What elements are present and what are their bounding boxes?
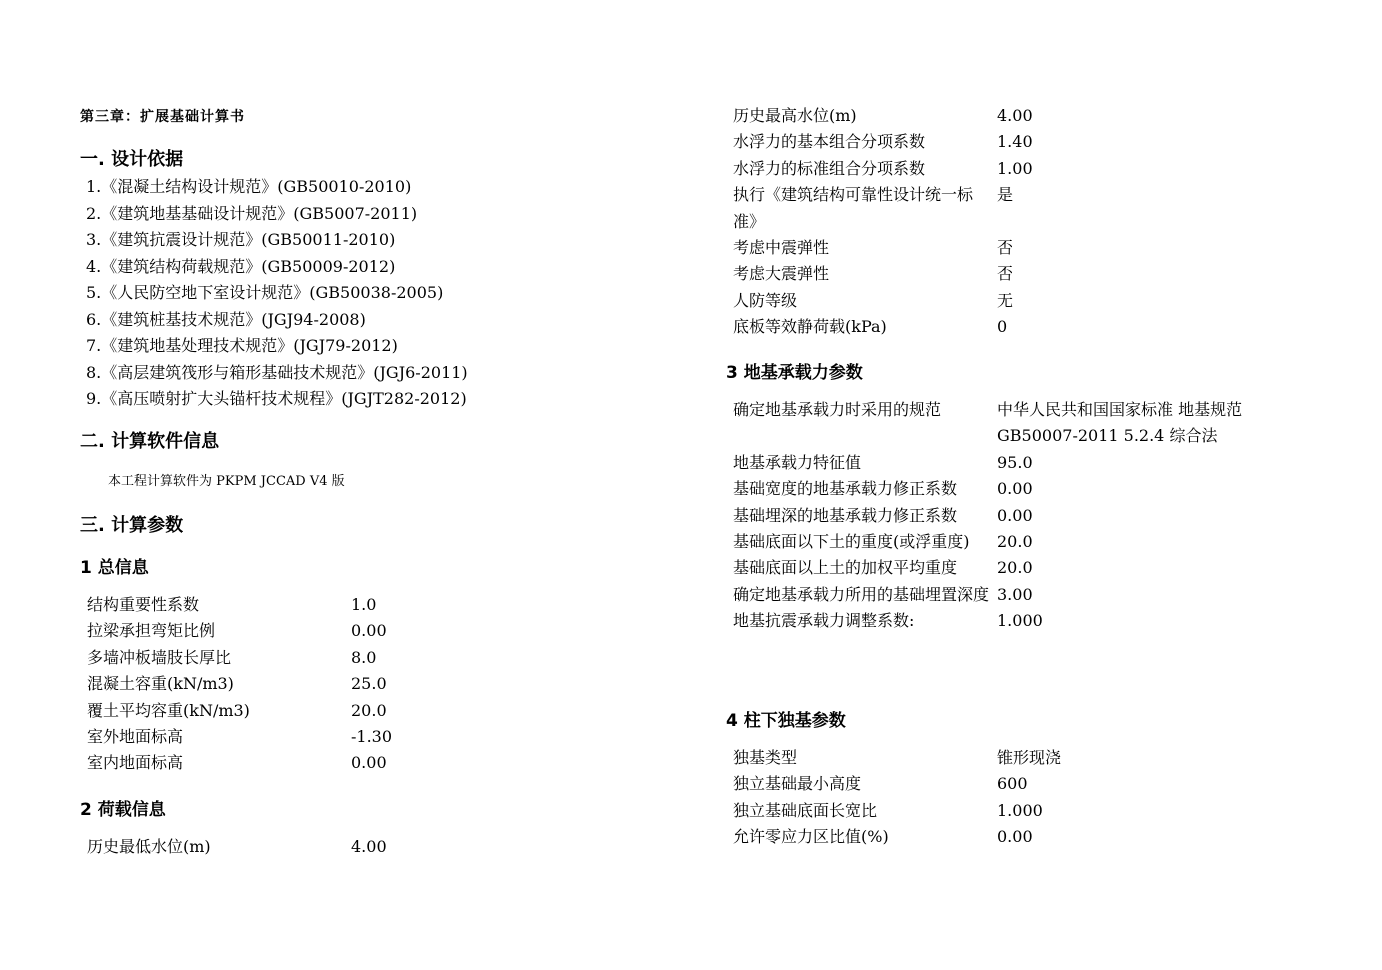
param-value: 3.00: [997, 584, 1033, 604]
param-name: 执行《建筑结构可靠性设计统一标准》: [733, 185, 974, 231]
param-name: 底板等效静荷载(kPa): [733, 317, 887, 337]
param-value: 无: [997, 290, 1014, 310]
param-value: 锥形现浇: [997, 748, 1062, 767]
param-name: 覆土平均容重(kN/m3): [87, 700, 250, 720]
reference-item: 9.《高压喷射扩大头锚杆技术规程》(JGJT282-2012): [86, 389, 467, 408]
param-name: 基础埋深的地基承载力修正系数: [733, 505, 958, 525]
table-row: [726, 288, 1056, 314]
param-value: 8.0: [351, 647, 377, 667]
software-info: 本工程计算软件为 PKPM JCCAD V4 版: [108, 474, 345, 489]
param-name: 独基类型: [733, 748, 798, 767]
table-row: [726, 503, 1286, 529]
param-name: 多墙冲板墙肢长厚比: [87, 647, 232, 667]
general-params-table: [80, 592, 410, 777]
table-row: [726, 182, 1056, 235]
param-value: 0.00: [997, 505, 1033, 525]
param-value: -1.30: [351, 727, 393, 747]
table-row: [726, 129, 1056, 155]
table-row: [80, 750, 410, 776]
param-name: 独立基础底面长宽比: [733, 800, 878, 820]
param-name: 地基承载力特征值: [733, 452, 862, 472]
param-value: 0.00: [997, 479, 1033, 499]
param-value: 中华人民共和国国家标准 地基规范GB50007-2011 5.2.4 综合法: [997, 400, 1243, 446]
param-value: 0.00: [997, 827, 1033, 847]
param-name: 独立基础最小高度: [733, 774, 862, 794]
param-value: 4.00: [997, 106, 1033, 125]
table-row: [726, 582, 1286, 608]
param-value: 1.40: [997, 132, 1033, 152]
table-row: [726, 261, 1056, 287]
param-name: 人防等级: [733, 290, 798, 310]
param-name: 允许零应力区比值(%): [733, 827, 889, 847]
table-row: [726, 824, 1126, 850]
param-name: 基础底面以上土的加权平均重度: [733, 558, 958, 578]
param-value: 20.0: [351, 700, 387, 720]
param-name: 基础底面以下土的重度(或浮重度): [733, 532, 970, 552]
load-params-table-left: [80, 834, 410, 860]
param-name: 室外地面标高: [87, 727, 184, 747]
table-row: [726, 314, 1056, 340]
param-name: 历史最高水位(m): [733, 106, 857, 125]
table-row: [726, 529, 1286, 555]
reference-list: [86, 174, 468, 413]
subsection-heading-footing: 4 柱下独基参数: [726, 711, 846, 731]
table-row: [726, 450, 1286, 476]
param-value: 4.00: [351, 837, 387, 856]
chapter-title: 第三章：扩展基础计算书: [80, 109, 245, 125]
table-row: [726, 397, 1286, 450]
load-params-table-right: [726, 103, 1056, 341]
param-value: 20.0: [997, 532, 1033, 552]
param-value: 1.000: [997, 800, 1043, 820]
param-value: 25.0: [351, 674, 387, 694]
table-row: [726, 156, 1056, 182]
reference-item: 2.《建筑地基基础设计规范》(GB5007-2011): [86, 203, 418, 223]
param-name: 地基抗震承载力调整系数:: [733, 611, 915, 631]
reference-item: 6.《建筑桩基技术规范》(JGJ94-2008): [86, 309, 366, 329]
table-row: [726, 555, 1286, 581]
table-row: [726, 745, 1126, 771]
param-name: 确定地基承载力所用的基础埋置深度: [733, 584, 990, 604]
param-value: 0.00: [351, 621, 387, 641]
table-row: [80, 618, 410, 644]
table-row: [80, 698, 410, 724]
reference-item: 5.《人民防空地下室设计规范》(GB50038-2005): [86, 283, 444, 302]
reference-item: 1.《混凝土结构设计规范》(GB50010-2010): [86, 177, 412, 196]
param-name: 确定地基承载力时采用的规范: [733, 400, 942, 419]
param-value: 1.0: [351, 595, 377, 614]
table-row: [726, 608, 1286, 634]
table-row: [80, 592, 410, 618]
table-row: [726, 235, 1056, 261]
table-row: [80, 834, 410, 860]
section-heading-params: 三. 计算参数: [80, 515, 184, 536]
section-heading-design-basis: 一. 设计依据: [80, 149, 184, 170]
table-row: [726, 103, 1056, 129]
param-name: 考虑大震弹性: [733, 264, 830, 284]
param-name: 历史最低水位(m): [87, 837, 211, 856]
table-row: [726, 476, 1286, 502]
section-heading-software: 二. 计算软件信息: [80, 431, 220, 452]
param-value: 95.0: [997, 452, 1033, 472]
subsection-heading-load: 2 荷载信息: [80, 800, 166, 820]
reference-item: 3.《建筑抗震设计规范》(GB50011-2010): [86, 230, 396, 249]
param-value: 否: [997, 238, 1014, 258]
param-name: 水浮力的基本组合分项系数: [733, 132, 926, 152]
param-value: 1.000: [997, 611, 1043, 631]
param-value: 0: [997, 317, 1008, 337]
footing-params-table: [726, 745, 1126, 851]
param-value: 否: [997, 264, 1014, 284]
param-value: 1.00: [997, 158, 1033, 178]
subsection-heading-general: 1 总信息: [80, 558, 149, 578]
param-name: 基础宽度的地基承载力修正系数: [733, 479, 958, 499]
param-name: 混凝土容重(kN/m3): [87, 674, 234, 694]
reference-item: 8.《高层建筑筏形与箱形基础技术规范》(JGJ6-2011): [86, 362, 468, 382]
param-value: 是: [997, 185, 1014, 205]
param-value: 0.00: [351, 753, 387, 773]
table-row: [726, 798, 1126, 824]
reference-item: 7.《建筑地基处理技术规范》(JGJ79-2012): [86, 336, 398, 355]
table-row: [726, 771, 1126, 797]
table-row: [80, 645, 410, 671]
table-row: [80, 724, 410, 750]
param-value: 20.0: [997, 558, 1033, 578]
reference-item: 4.《建筑结构荷载规范》(GB50009-2012): [86, 256, 396, 276]
bearing-params-table: [726, 397, 1286, 635]
subsection-heading-bearing: 3 地基承载力参数: [726, 363, 863, 383]
param-name: 拉梁承担弯矩比例: [87, 621, 216, 641]
param-name: 水浮力的标准组合分项系数: [733, 158, 926, 178]
param-value: 600: [997, 774, 1028, 794]
param-name: 考虑中震弹性: [733, 238, 830, 258]
table-row: [80, 671, 410, 697]
param-name: 结构重要性系数: [87, 595, 200, 614]
param-name: 室内地面标高: [87, 753, 184, 773]
